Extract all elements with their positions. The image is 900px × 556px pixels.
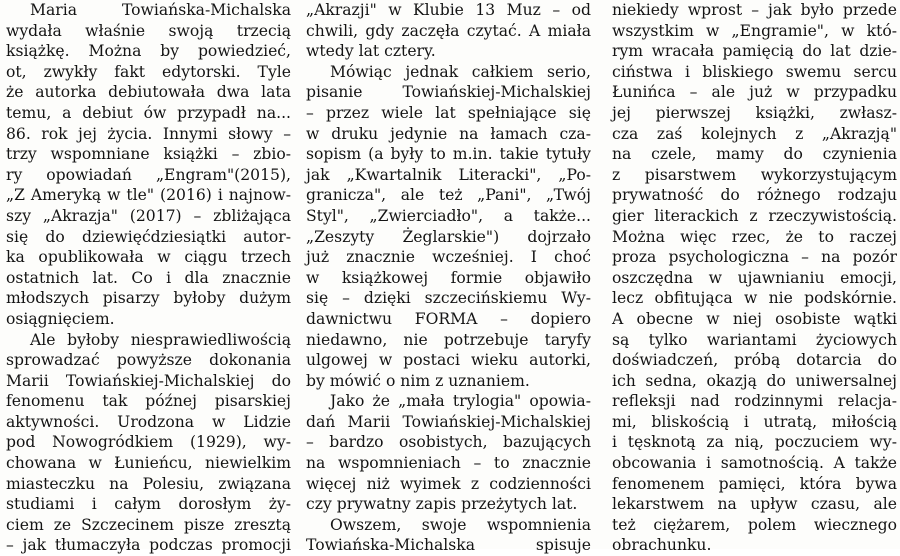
text-line: książkę. Można by powiedzieć, [6,42,291,61]
text-line: ich sedna, okazją do uniwersalnej [612,371,897,390]
text-line: szy „Akrazja" (2017) – zbliżająca [6,206,291,225]
text-line: sopism (a były to m.in. takie tytuły [306,145,591,164]
article-column-3 [612,0,897,556]
text-line: że autorka debiutowała dwa lata [6,83,291,102]
text-line: 86. rok jej życia. Innymi słowy – [6,124,291,143]
text-line: niekiedy wprost – jak było przede [612,1,897,19]
text-line: się – dzięki szczecińskiemu Wy- [306,289,591,308]
text-line: wszystkim w „Engramie", w któ- [612,21,897,40]
article-column-2 [306,0,591,556]
text-line: aktywności. Urodzona w Lidzie [6,412,291,431]
text-line: wtedy lat cztery. [306,42,436,61]
text-line: cza zaś kolejnych z „Akrazją" [612,124,897,143]
text-line: Maria Towiańska-Michalska [30,1,291,19]
text-line: Ale byłoby niesprawiedliwością [30,330,291,349]
text-line: – przez wiele lat spełniające się [306,103,591,122]
text-line: trzy wspomniane książki – zbio- [6,145,291,164]
text-line: temu, a debiut ów przypadł na... [6,103,291,122]
text-line: Owszem, swoje wspomnienia [330,515,591,534]
text-line: gier literackich z rzeczywistością. [612,206,897,225]
text-line: ulgowej w postaci wieku autorki, [306,351,591,370]
text-line: są tylko wariantami życiowych [612,330,897,349]
text-line: Styl", „Zwierciadło", a także... [306,206,591,225]
text-line: na wspomnieniach – to znacznie [306,454,591,473]
text-line: doświadczeń, próbą dotarcia do [612,351,897,370]
text-line: młodszych pisarzy byłoby dużym [6,289,291,308]
text-line: jak „Kwartalnik Literacki", „Po- [306,165,591,184]
text-line: dawnictwu FORMA – dopiero [306,309,591,328]
text-line: by mówić o nim z uznaniem. [306,371,530,390]
text-line: Mówiąc jednak całkiem serio, [330,62,591,81]
text-line: granicza", ale też „Pani", „Twój [306,186,591,205]
text-line: niedawno, nie potrzebuje taryfy [306,330,591,349]
text-line: lecz obfitująca w nie podskórnie. [612,289,897,308]
text-line: „Akrazji" w Klubie 13 Muz – od [306,1,591,19]
text-line: też ciężarem, polem wiecznego [612,515,897,534]
text-line: studiami i całym dorosłym ży- [6,495,291,514]
text-line: Jako że „mała trylogia" opowia- [330,392,591,411]
text-line: chowana w Łunieńcu, niewielkim [6,454,291,473]
text-line: jej pierwszej książki, zwłasz- [612,103,897,122]
text-line: osiągnięciem. [6,309,115,328]
text-line: wydała właśnie swoją trzecią [6,21,291,40]
article-column-1 [6,0,291,556]
text-line: ry opowiadań „Engram"(2015), [6,165,291,184]
text-line: ot, zwykły fakt edytorski. Tyle [6,62,291,81]
text-line: i tęsknotą za nią, poczuciem wy- [612,433,897,452]
text-line: już znacznie wcześniej. I choć [306,248,591,267]
text-line: pod Nowogródkiem (1929), wy- [6,433,291,452]
text-line: pisanie Towiańskiej-Michalskiej [306,83,591,102]
text-line: dań Marii Towiańskiej-Michalskiej [306,412,591,431]
text-line: prywatność do różnego rodzaju [612,186,897,205]
text-line: Towiańska-Michalska spisuje [306,536,591,555]
text-line: w książkowej formie objawiło [306,268,591,287]
text-line: w druku jedynie na łamach cza- [306,124,591,143]
text-line: ciństwa i bliskiego swemu sercu [612,62,897,81]
text-line: obcowania i samotnością. A także [612,454,897,473]
text-line: mi, bliskością i utratą, miłością [612,412,897,431]
text-line: Łunińca – ale już w przypadku [612,83,897,102]
text-line: na czele, mamy do czynienia [612,145,897,164]
text-line: – jak tłumaczyła podczas promocji [6,536,291,555]
text-line: się do dziewięćdziesiątki autor- [6,227,291,246]
text-line: Można więc rzec, że to raczej [612,227,897,246]
text-line: ostatnich lat. Co i dla znacznie [6,268,291,287]
text-line: czy prywatny zapis przeżytych lat. [306,495,578,514]
text-line: ka opublikowała w ciągu trzech [6,248,291,267]
text-line: lekarstwem na upływ czasu, ale [612,495,897,514]
text-line: oszczędna w ujawnianiu emocji, [612,268,897,287]
text-line: rym wracała pamięcią do lat dzie- [612,42,897,61]
text-line: refleksji nad rodzinnymi relacja- [612,392,897,411]
text-line: proza psychologiczna – na pozór [612,248,897,267]
text-line: obrachunku. [612,536,712,555]
text-line: ciem ze Szczecinem pisze zresztą [6,515,291,534]
text-line: fenomenu tak późnej pisarskiej [6,392,291,411]
text-line: Marii Towiańskiej-Michalskiej do [6,371,291,390]
text-line: fenomenem pamięci, która bywa [612,474,897,493]
text-line: A obecne w niej osobiste wątki [612,309,897,328]
text-line: „Z Ameryką w tle" (2016) i najnow- [6,186,291,205]
text-line: chwili, gdy zaczęła czytać. A miała [306,21,591,40]
text-line: miasteczku na Polesiu, związana [6,474,291,493]
text-line: sprowadzać powyższe dokonania [6,351,291,370]
text-line: więcej niż wyimek z codzienności [306,474,591,493]
text-line: – bardzo osobistych, bazujących [306,433,591,452]
text-line: „Zeszyty Żeglarskie") dojrzało [306,227,591,246]
text-line: z pisarstwem wykorzystującym [612,165,897,184]
